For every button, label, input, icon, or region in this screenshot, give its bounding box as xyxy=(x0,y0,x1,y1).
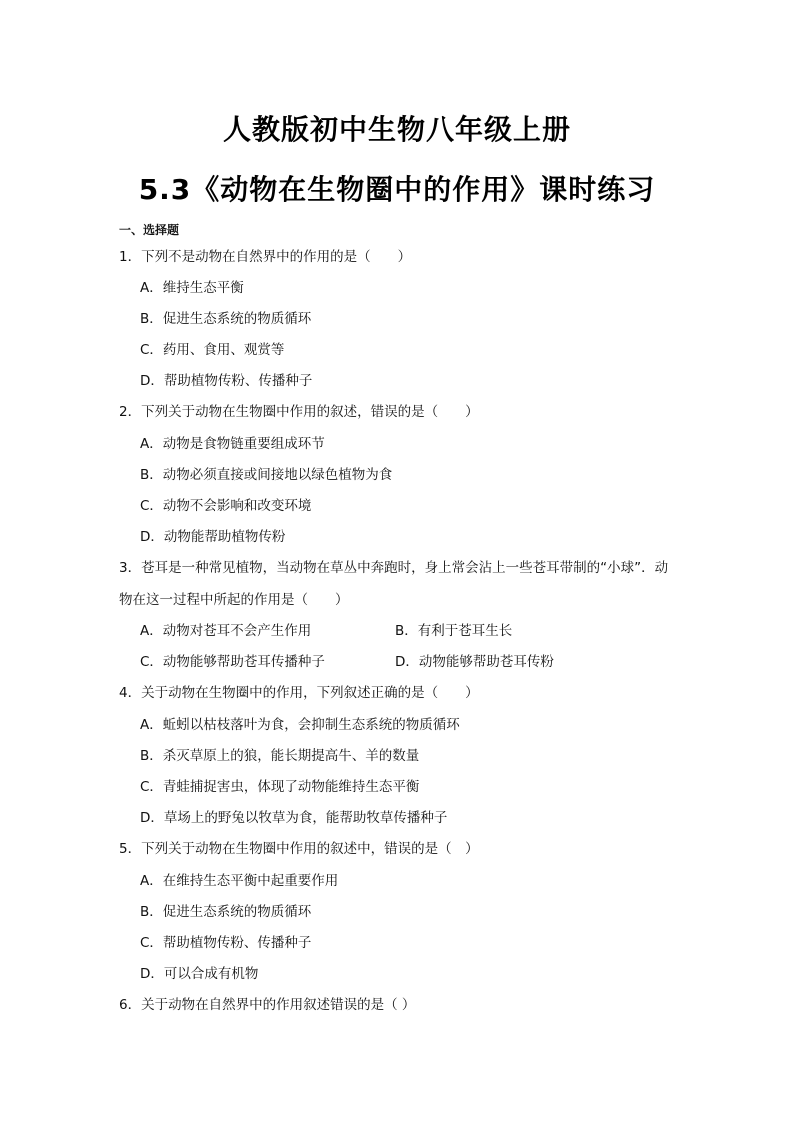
question-5-option-c: C．帮助植物传粉、传播种子 xyxy=(140,935,312,951)
question-3-option-a: A．动物对苍耳不会产生作用 xyxy=(140,623,312,639)
question-5-option-b: B．促进生态系统的物质循环 xyxy=(140,904,312,920)
question-1-option-b: B．促进生态系统的物质循环 xyxy=(140,311,312,327)
question-4-stem: 4．关于动物在生物圈中的作用，下列叙述正确的是（ ） xyxy=(119,685,479,701)
question-5-stem: 5．下列关于动物在生物圈中作用的叙述中，错误的是（ ） xyxy=(119,841,479,857)
question-4-option-d: D．草场上的野兔以牧草为食，能帮助牧草传播种子 xyxy=(140,810,448,826)
question-5-option-a: A．在维持生态平衡中起重要作用 xyxy=(140,873,339,889)
question-2-option-b: B．动物必须直接或间接地以绿色植物为食 xyxy=(140,467,393,483)
section-heading: 一、选择题 xyxy=(119,223,180,237)
question-1-option-c: C．药用、食用、观赏等 xyxy=(140,342,285,358)
question-2-option-a: A．动物是食物链重要组成环节 xyxy=(140,436,325,452)
question-2-option-c: C．动物不会影响和改变环境 xyxy=(140,498,312,514)
question-2-stem: 2．下列关于动物在生物圈中作用的叙述，错误的是（ ） xyxy=(119,404,479,420)
document-subtitle: 5.3《动物在生物圈中的作用》课时练习 xyxy=(138,173,656,206)
question-4-option-a: A．蚯蚓以枯枝落叶为食，会抑制生态系统的物质循环 xyxy=(140,717,460,733)
question-6-stem: 6．关于动物在自然界中的作用叙述错误的是（ ） xyxy=(119,997,416,1013)
question-5-option-d: D．可以合成有机物 xyxy=(140,966,259,982)
question-4-option-c: C．青蛙捕捉害虫，体现了动物能维持生态平衡 xyxy=(140,779,420,795)
question-1-option-d: D．帮助植物传粉、传播种子 xyxy=(140,373,313,389)
document-title: 人教版初中生物八年级上册 xyxy=(222,113,571,146)
question-3-option-c: C．动物能够帮助苍耳传播种子 xyxy=(140,654,325,670)
question-1-option-a: A．维持生态平衡 xyxy=(140,280,244,296)
question-2-option-d: D．动物能帮助植物传粉 xyxy=(140,529,286,545)
question-3-stem-line-1: 3．苍耳是一种常见植物，当动物在草丛中奔跑时，身上常会沾上一些苍耳带制的“小球”．动 xyxy=(119,560,669,576)
question-3-stem-line-2: 物在这一过程中所起的作用是（ ） xyxy=(119,592,349,608)
question-3-option-d: D．动物能够帮助苍耳传粉 xyxy=(395,654,554,670)
question-1-stem: 1．下列不是动物在自然界中的作用的是（ ） xyxy=(119,249,412,265)
question-4-option-b: B．杀灭草原上的狼，能长期提高牛、羊的数量 xyxy=(140,748,420,764)
question-3-option-b: B．有利于苍耳生长 xyxy=(395,623,513,639)
